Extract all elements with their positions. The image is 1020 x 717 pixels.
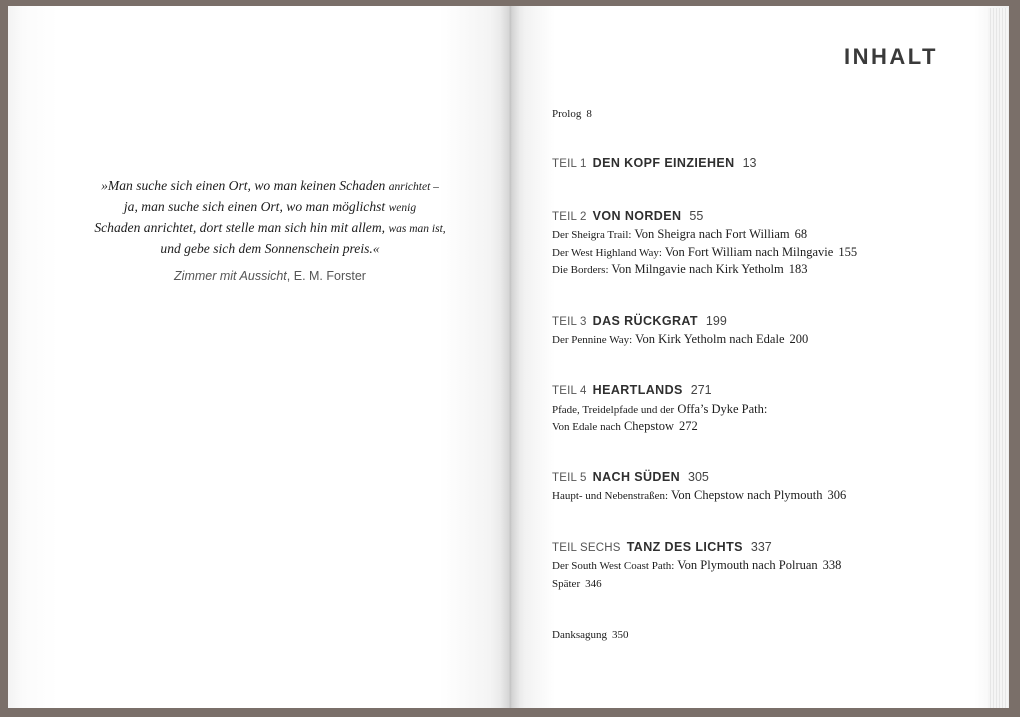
toc-entry: Von Edale nach Chepstow 272 xyxy=(552,419,698,433)
toc-entry: Der West Highland Way: Von Fort William nach Milngavie 155 xyxy=(552,245,858,259)
toc-entry: Später 346 xyxy=(552,578,602,590)
attribution-author: , E. M. Forster xyxy=(286,269,366,283)
toc-part-heading: TEIL 2 VON NORDEN 55 xyxy=(552,209,704,223)
toc-entry: Der Pennine Way: Von Kirk Yetholm nach Edale 200 xyxy=(552,332,809,346)
toc-entry: Pfade, Treidelpfade und der Offa’s Dyke Path: xyxy=(552,402,768,416)
toc-title: INHALT xyxy=(843,44,938,69)
epigraph xyxy=(80,176,460,258)
epigraph-attribution xyxy=(80,269,460,283)
toc-part-heading: TEIL 1 DEN KOPF EINZIEHEN 13 xyxy=(552,156,757,170)
toc-part-heading: TEIL SECHS TANZ DES LICHTS 337 xyxy=(552,540,772,554)
epigraph-line: Schaden anrichtet, dort stelle man sich hin mit allem, was man ist, xyxy=(94,220,446,235)
attribution-work: Zimmer mit Aussicht xyxy=(174,269,287,283)
epigraph-line: ja, man suche sich einen Ort, wo man möglichst wenig xyxy=(123,199,417,214)
toc-part-heading: TEIL 5 NACH SÜDEN 305 xyxy=(552,470,709,484)
left-page xyxy=(8,6,511,708)
epigraph-line: »Man suche sich einen Ort, wo man keinen Schaden anrichtet – xyxy=(101,178,439,193)
page-edges xyxy=(988,8,1008,708)
toc-entry: Der Sheigra Trail: Von Sheigra nach Fort William 68 xyxy=(552,227,808,241)
toc-part-heading: TEIL 4 HEARTLANDS 271 xyxy=(552,383,712,397)
toc-part-heading: TEIL 3 DAS RÜCKGRAT 199 xyxy=(552,314,727,328)
toc-entry: Haupt- und Nebenstraßen: Von Chepstow nach Plymouth 306 xyxy=(552,488,847,502)
toc-entry-prolog: Prolog 8 xyxy=(552,108,592,120)
toc-entry: Der South West Coast Path: Von Plymouth nach Polruan 338 xyxy=(552,558,842,572)
toc-entry: Die Borders: Von Milngavie nach Kirk Yetholm 183 xyxy=(552,262,808,276)
epigraph-line: und gebe sich dem Sonnenschein preis.« xyxy=(160,241,380,256)
book-spine xyxy=(500,6,520,708)
toc-entry-danksagung: Danksagung 350 xyxy=(552,629,629,641)
